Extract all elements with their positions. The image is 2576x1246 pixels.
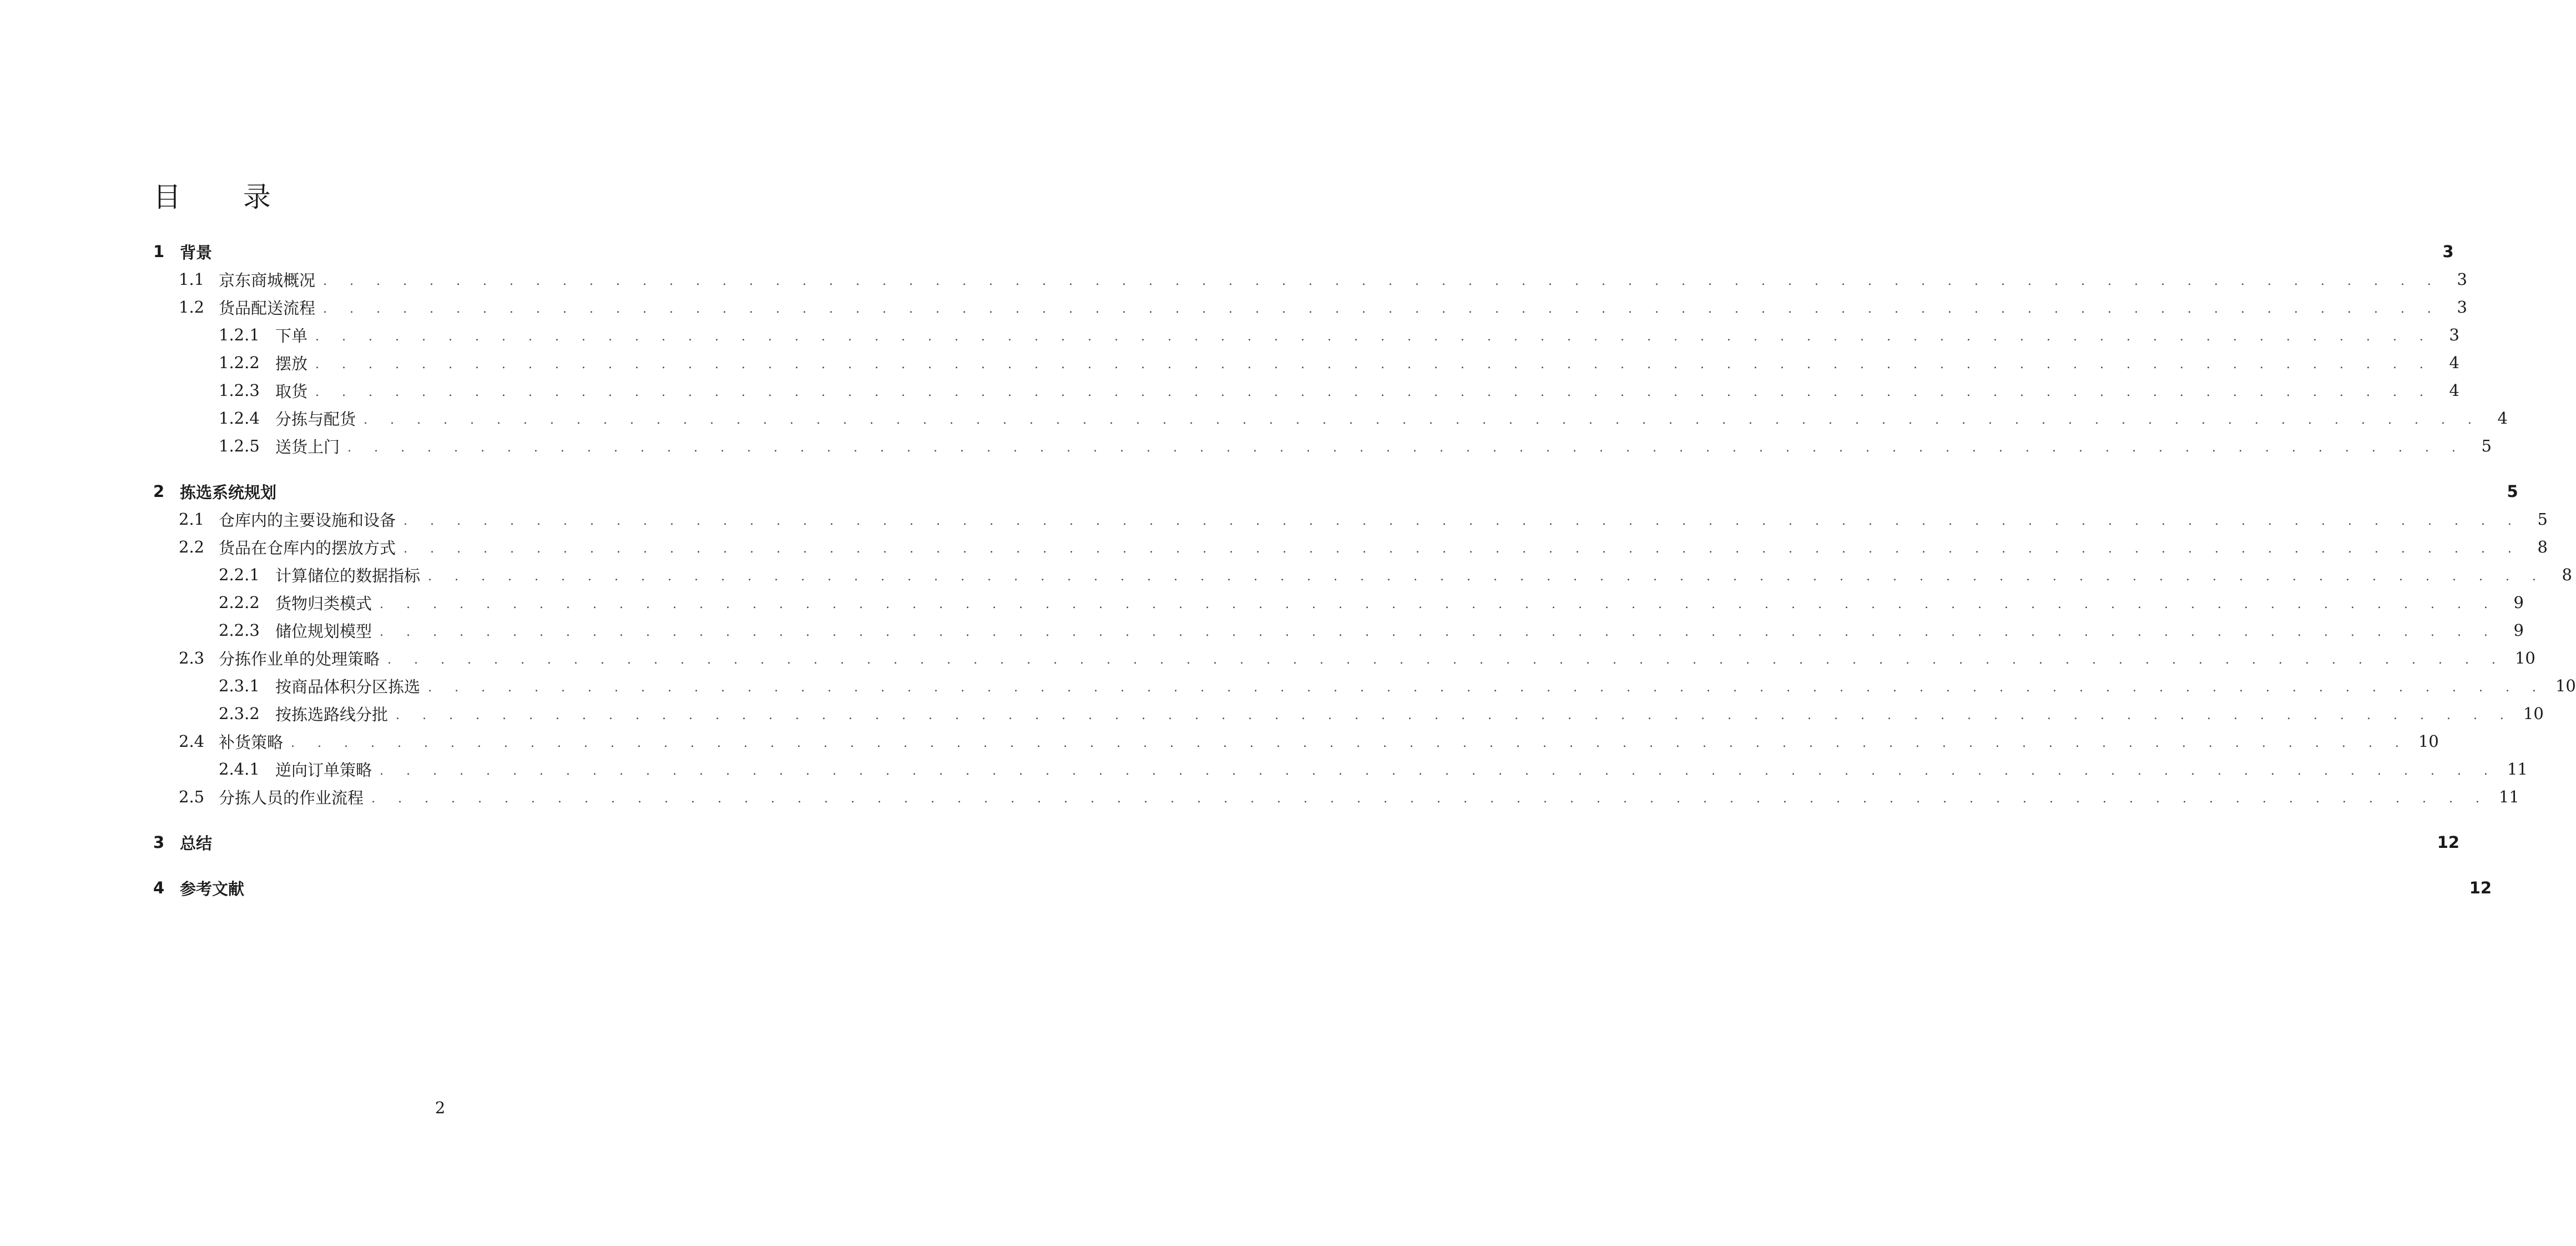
- toc-entry[interactable]: [153, 349, 2459, 376]
- page-number: 2: [435, 1098, 446, 1117]
- toc-entry-title: 京东商城概况: [219, 270, 316, 290]
- toc-entry-title: 货品配送流程: [219, 298, 316, 318]
- toc-entry-number: 1.2.1: [219, 325, 260, 344]
- toc-entry[interactable]: [153, 672, 2576, 700]
- toc-entry-page: 12: [2469, 878, 2492, 897]
- toc-entry[interactable]: [153, 533, 2548, 561]
- toc-entry-number: 1.2.5: [219, 436, 260, 455]
- toc-entry-page: 3: [2457, 298, 2467, 316]
- toc-entry-page: 4: [2449, 381, 2459, 400]
- toc-entry-number: 2.3.1: [219, 676, 260, 695]
- toc-entry-title: 拣选系统规划: [180, 483, 277, 502]
- toc-entry-title: 储位规划模型: [275, 621, 372, 641]
- toc-entry-page: 3: [2449, 325, 2459, 344]
- dot-leader: . . . . . . . . . . . . . . . . . . . . . . . . . . . . . . . . . . . . . . . . . . . . . . . . . . . . . . . . . . . . . . . . . . . . . . . . . . . . . . . .: [404, 514, 2521, 528]
- toc-entry-number: 1.2.2: [219, 353, 260, 372]
- toc-entry-number: 1.2.4: [219, 409, 260, 428]
- toc-entry-title: 货品在仓库内的摆放方式: [219, 538, 396, 557]
- toc-entry-title: 送货上门: [275, 437, 340, 456]
- toc-entry[interactable]: [153, 783, 2519, 811]
- toc-entry[interactable]: [153, 238, 2454, 265]
- dot-leader: . . . . . . . . . . . . . . . . . . . . . . . . . . . . . . . . . . . . . . . . . . . . . . . . . . . . . . . . . . . . . . . . . . . . . . . . . . . . . . . .: [323, 302, 2441, 316]
- toc-entry-page: 10: [2418, 732, 2439, 751]
- toc-entry-title: 背景: [180, 243, 213, 262]
- toc-entry-page: 10: [2555, 676, 2576, 695]
- toc-entry[interactable]: [153, 561, 2572, 589]
- dot-leader: . . . . . . . . . . . . . . . . . . . . . . . . . . . . . . . . . . . . . . . . . . . . . . . . . . . . . . . . . . . . . . . . . . . . . . . . . . . . . . . .: [364, 413, 2481, 427]
- toc-entry[interactable]: [153, 432, 2492, 460]
- toc-entry[interactable]: [153, 404, 2508, 432]
- toc-entry-title: 总结: [180, 833, 213, 853]
- dot-leader: . . . . . . . . . . . . . . . . . . . . . . . . . . . . . . . . . . . . . . . . . . . . . . . . . . . . . . . . . . . . . . . . . . . . . . . . . . . . . . . .: [428, 681, 2545, 695]
- dot-leader: . . . . . . . . . . . . . . . . . . . . . . . . . . . . . . . . . . . . . . . . . . . . . . . . . . . . . . . . . . . . . . . . . . . . . . . . . . . . . . . .: [428, 570, 2545, 584]
- toc-entry[interactable]: [153, 265, 2467, 293]
- toc-entry-number: 1.2: [179, 298, 205, 316]
- toc-entry-page: 5: [2537, 510, 2548, 529]
- toc-entry-title: 分拣作业单的处理策略: [219, 649, 380, 669]
- toc-entry-page: 8: [2562, 565, 2572, 584]
- toc-entry-number: 2.2.3: [219, 621, 260, 640]
- toc-entry-number: 2.2: [179, 537, 205, 556]
- toc-entry-page: 4: [2497, 409, 2508, 428]
- toc-entry-number: 3: [153, 833, 165, 852]
- dot-leader: . . . . . . . . . . . . . . . . . . . . . . . . . . . . . . . . . . . . . . . . . . . . . . . . . . . . . . . . . . . . . . . . . . . . . . . . . . . . . . . .: [404, 542, 2521, 556]
- toc-entry-page: 5: [2481, 436, 2492, 455]
- toc-entry-page: 5: [2507, 482, 2518, 501]
- toc-entry[interactable]: [153, 505, 2548, 533]
- toc-entry-page: 11: [2507, 760, 2528, 778]
- toc-entry[interactable]: [153, 874, 2492, 902]
- toc-entry-page: 4: [2449, 353, 2459, 372]
- toc-entry-page: 3: [2457, 270, 2467, 289]
- dot-leader: . . . . . . . . . . . . . . . . . . . . . . . . . . . . . . . . . . . . . . . . . . . . . . . . . . . . . . . . . . . . . . . . . . . . . . . . . . . . . . . .: [315, 330, 2433, 344]
- toc-entry-number: 2.4: [179, 732, 205, 751]
- toc-entry-title: 参考文献: [180, 879, 245, 898]
- toc-entry-number: 4: [153, 878, 165, 897]
- dot-leader: . . . . . . . . . . . . . . . . . . . . . . . . . . . . . . . . . . . . . . . . . . . . . . . . . . . . . . . . . . . . . . . . . . . . . . . . . . . . . . . .: [380, 625, 2497, 639]
- toc-entry-page: 12: [2437, 833, 2460, 852]
- toc-entry[interactable]: [153, 293, 2467, 321]
- dot-leader: . . . . . . . . . . . . . . . . . . . . . . . . . . . . . . . . . . . . . . . . . . . . . . . . . . . . . . . . . . . . . . . . . . . . . . . . . . . . . . . .: [380, 764, 2497, 778]
- dot-leader: . . . . . . . . . . . . . . . . . . . . . . . . . . . . . . . . . . . . . . . . . . . . . . . . . . . . . . . . . . . . . . . . . . . . . . . . . . . . . . . .: [380, 597, 2497, 611]
- toc-entry-page: 3: [2442, 242, 2454, 261]
- dot-leader: . . . . . . . . . . . . . . . . . . . . . . . . . . . . . . . . . . . . . . . . . . . . . . . . . . . . . . . . . . . . . . . . . . . . . . . . . . . . . . . .: [315, 358, 2433, 371]
- toc-entry[interactable]: [153, 727, 2439, 755]
- toc-entry[interactable]: [153, 616, 2524, 644]
- toc-entry[interactable]: [153, 644, 2535, 672]
- toc-entry-title: 分拣人员的作业流程: [219, 788, 364, 807]
- dot-leader: . . . . . . . . . . . . . . . . . . . . . . . . . . . . . . . . . . . . . . . . . . . . . . . . . . . . . . . . . . . . . . . . . . . . . . . . . . . . . . . .: [315, 385, 2433, 399]
- toc-entry-page: 8: [2537, 537, 2548, 556]
- toc-entry-number: 2: [153, 482, 165, 501]
- toc-entry-title: 摆放: [275, 354, 308, 373]
- dot-leader: . . . . . . . . . . . . . . . . . . . . . . . . . . . . . . . . . . . . . . . . . . . . . . . . . . . . . . . . . . . . . . . . . . . . . . . . . . . . . . . .: [323, 274, 2441, 288]
- toc-entry-number: 2.4.1: [219, 760, 260, 778]
- table-of-contents: [153, 238, 2576, 902]
- dot-leader: . . . . . . . . . . . . . . . . . . . . . . . . . . . . . . . . . . . . . . . . . . . . . . . . . . . . . . . . . . . . . . . . . . . . . . . . . . . . . . . .: [387, 653, 2505, 667]
- toc-entry[interactable]: [153, 828, 2460, 856]
- toc-entry-page: 9: [2513, 621, 2524, 640]
- toc-entry[interactable]: [153, 700, 2544, 727]
- toc-entry[interactable]: [153, 376, 2459, 404]
- toc-entry-number: 2.3.2: [219, 704, 260, 723]
- toc-entry-title: 计算储位的数据指标: [275, 566, 421, 585]
- toc-entry-number: 1: [153, 242, 165, 261]
- dot-leader: . . . . . . . . . . . . . . . . . . . . . . . . . . . . . . . . . . . . . . . . . . . . . . . . . . . . . . . . . . . . . . . . . . . . . . . . . . . . . . . .: [291, 736, 2408, 750]
- toc-entry-title: 下单: [275, 326, 308, 345]
- toc-entry-title: 补货策略: [219, 732, 284, 752]
- toc-heading: 目 录: [153, 181, 298, 213]
- toc-entry-number: 1.1: [179, 270, 205, 289]
- toc-entry-title: 取货: [275, 381, 308, 401]
- toc-entry-number: 1.2.3: [219, 381, 260, 400]
- toc-entry-number: 2.2.2: [219, 593, 260, 612]
- toc-entry-page: 10: [2523, 704, 2544, 723]
- toc-entry-title: 分拣与配货: [275, 409, 356, 429]
- toc-entry-number: 2.3: [179, 649, 205, 667]
- toc-entry-title: 仓库内的主要设施和设备: [219, 510, 396, 530]
- dot-leader: . . . . . . . . . . . . . . . . . . . . . . . . . . . . . . . . . . . . . . . . . . . . . . . . . . . . . . . . . . . . . . . . . . . . . . . . . . . . . . . .: [347, 441, 2465, 455]
- dot-leader: . . . . . . . . . . . . . . . . . . . . . . . . . . . . . . . . . . . . . . . . . . . . . . . . . . . . . . . . . . . . . . . . . . . . . . . . . . . . . . . .: [396, 709, 2513, 722]
- toc-entry[interactable]: [153, 755, 2528, 783]
- toc-entry-title: 货物归类模式: [275, 594, 372, 613]
- toc-entry-page: 11: [2498, 787, 2519, 806]
- toc-entry-number: 2.5: [179, 787, 205, 806]
- dot-leader: . . . . . . . . . . . . . . . . . . . . . . . . . . . . . . . . . . . . . . . . . . . . . . . . . . . . . . . . . . . . . . . . . . . . . . . . . . . . . . . .: [371, 792, 2489, 806]
- toc-entry[interactable]: [153, 478, 2518, 505]
- toc-entry-page: 9: [2513, 593, 2524, 612]
- toc-entry-number: 2.1: [179, 510, 205, 529]
- toc-entry[interactable]: [153, 321, 2459, 349]
- toc-entry-page: 10: [2514, 649, 2535, 667]
- toc-entry-title: 按商品体积分区拣选: [275, 677, 421, 696]
- toc-entry[interactable]: [153, 589, 2524, 616]
- toc-entry-title: 逆向订单策略: [275, 760, 372, 780]
- toc-entry-title: 按拣选路线分批: [275, 705, 389, 724]
- toc-entry-number: 2.2.1: [219, 565, 260, 584]
